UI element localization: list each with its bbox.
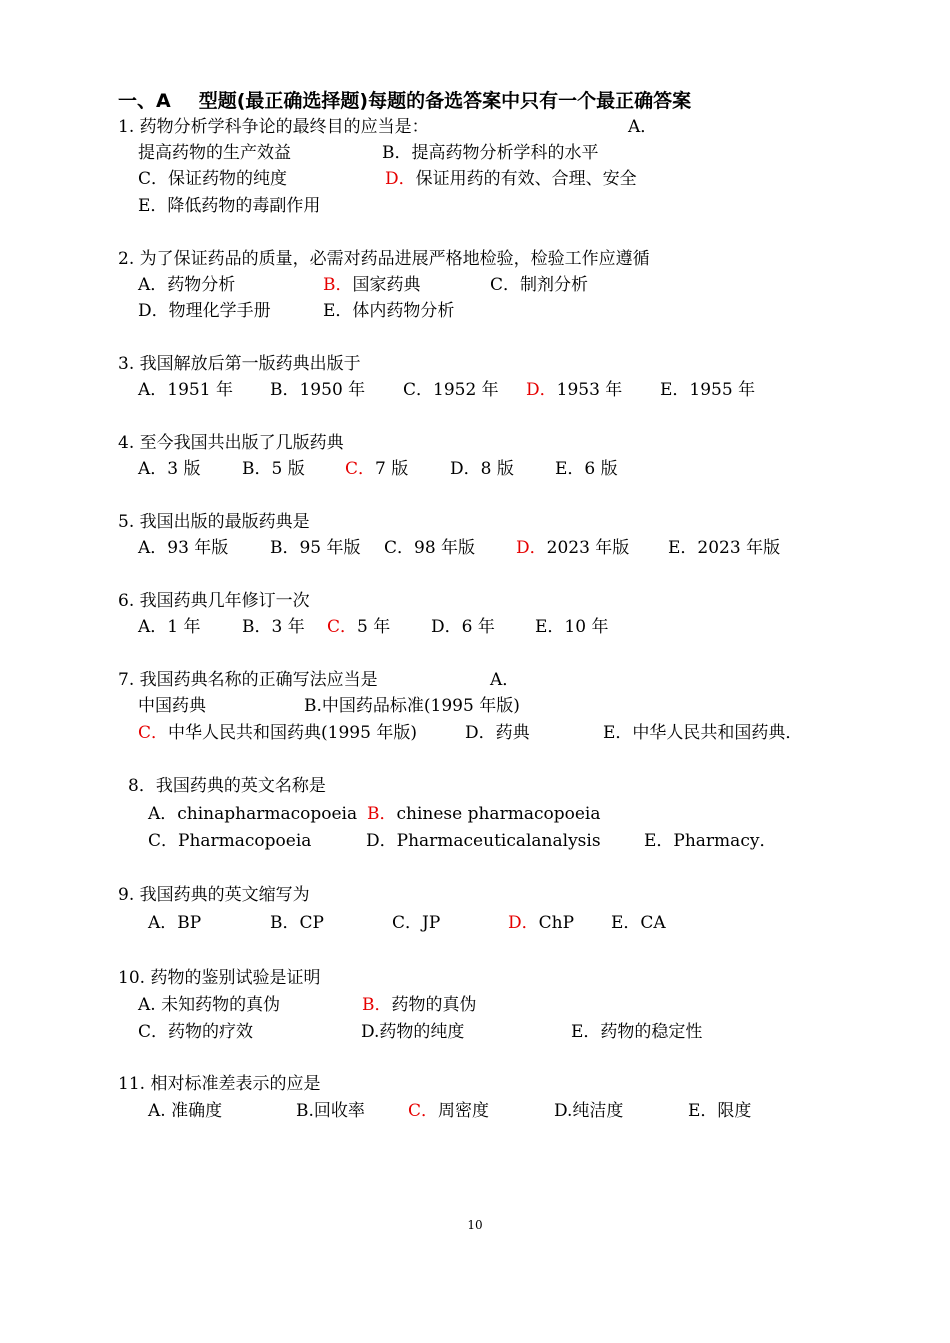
question-10-answer-letter: B． [362, 995, 392, 1015]
question-1-answer-letter: D． [385, 169, 416, 189]
question-1-stem-line [118, 116, 429, 138]
question-9-answer-letter: D． [508, 913, 539, 933]
question-9-option-e: E．CA [611, 913, 666, 933]
question-1-option-a-letter: A． [628, 117, 658, 137]
question-4-answer-letter: C． [345, 459, 376, 479]
question-2-option-d: D．物理化学手册 [138, 301, 271, 321]
question-7-option-c-text: 中华人民共和国药典(1995 年版) [168, 723, 417, 743]
question-10-option-e: E．药物的稳定性 [571, 1022, 703, 1042]
question-1-option-d [385, 168, 637, 190]
question-3-stem: 3. 我国解放后第一版药典出版于 [118, 354, 361, 374]
question-9-option-a: A．BP [148, 913, 202, 933]
question-7-option-b: B.中国药品标准(1995 年版) [304, 696, 520, 716]
question-3-option-e: E．1955 年 [660, 380, 756, 400]
question-2-option-b [323, 274, 421, 296]
question-1-option-e: E．降低药物的毒副作用 [138, 196, 321, 216]
question-1-option-d-text: 保证用药的有效、合理、安全 [415, 169, 637, 189]
question-4-option-c [345, 458, 408, 480]
question-10-option-a: A. 未知药物的真伪 [138, 995, 281, 1015]
question-2-option-b-text: 国家药典 [352, 275, 421, 295]
question-1-option-a-text: 提高药物的生产效益 [138, 143, 291, 163]
page-number: 10 [467, 1218, 483, 1232]
question-11-option-b: B.回收率 [296, 1101, 365, 1121]
question-1-option-b: B．提高药物分析学科的水平 [382, 143, 599, 163]
question-5-stem: 5. 我国出版的最版药典是 [118, 512, 310, 532]
question-9-option-d-text: ChP [538, 913, 575, 933]
question-5-option-b: B．95 年版 [270, 538, 361, 558]
question-6-answer-letter: C． [327, 617, 358, 637]
question-8-stem: 8．我国药典的英文名称是 [128, 776, 326, 796]
question-5-option-d-text: 2023 年版 [546, 538, 630, 558]
question-11-option-c-text: 周密度 [438, 1101, 490, 1121]
section-title [118, 86, 691, 113]
question-11-option-a: A. 准确度 [148, 1101, 223, 1121]
question-6-option-c [327, 616, 390, 638]
question-8-option-b [367, 803, 600, 825]
question-11-option-d: D.纯洁度 [554, 1101, 624, 1121]
question-6-option-e: E．10 年 [535, 617, 609, 637]
question-2-answer-letter: B． [323, 275, 353, 295]
question-2-option-a: A．药物分析 [138, 275, 236, 295]
question-5-option-a: A．93 年版 [138, 538, 229, 558]
question-7-option-e: E．中华人民共和国药典． [603, 723, 803, 743]
question-7-option-a-letter: A． [490, 670, 520, 690]
question-7-answer-letter: C． [138, 723, 169, 743]
question-2-stem: 2. 为了保证药品的质量，必需对药品进展严格地检验，检验工作应遵循 [118, 249, 650, 269]
question-8-option-e: E．Pharmacy． [644, 831, 777, 851]
question-5-answer-letter: D． [516, 538, 547, 558]
question-11-stem: 11. 相对标准差表示的应是 [118, 1074, 321, 1094]
question-4-option-e: E．6 版 [555, 459, 618, 479]
question-10-option-b-text: 药物的真伪 [391, 995, 477, 1015]
question-7-option-d: D．药典 [465, 723, 530, 743]
question-5-option-c: C．98 年版 [384, 538, 476, 558]
question-6-option-d: D．6 年 [431, 617, 495, 637]
question-8-option-d: D．Pharmaceuticalanalysis [366, 831, 601, 851]
question-10-stem: 10. 药物的鉴别试验是证明 [118, 968, 321, 988]
question-6-option-b: B．3 年 [242, 617, 305, 637]
question-4-option-a: A．3 版 [138, 459, 201, 479]
question-4-option-d: D．8 版 [450, 459, 514, 479]
question-4-stem: 4. 至今我国共出版了几版药典 [118, 433, 344, 453]
question-11-option-e: E．限度 [688, 1101, 752, 1121]
question-7-option-c [138, 722, 417, 744]
question-1-stem: 1. 药物分析学科争论的最终目的应当是： [118, 117, 429, 137]
question-3-answer-letter: D． [526, 380, 557, 400]
question-3-option-a: A．1951 年 [138, 380, 233, 400]
question-2-option-c: C．制剂分析 [490, 275, 589, 295]
question-7-option-a-text: 中国药典 [138, 696, 206, 716]
question-10-option-d: D.药物的纯度 [361, 1022, 465, 1042]
question-10-option-c: C．药物的疗效 [138, 1022, 254, 1042]
question-1-option-c: C．保证药物的纯度 [138, 169, 288, 189]
question-7-stem: 7. 我国药典名称的正确写法应当是 [118, 670, 378, 690]
question-8-option-b-text: chinese pharmacopoeia [396, 804, 601, 824]
question-9-stem: 9. 我国药典的英文缩写为 [118, 885, 310, 905]
question-10-option-b [362, 994, 477, 1016]
question-8-option-a: A．chinapharmacopoeia [148, 804, 358, 824]
question-2-option-e: E．体内药物分析 [323, 301, 455, 321]
question-9-option-c: C．JP [392, 913, 441, 933]
section-title-rest: 型题(最正确选择题)每题的备选答案中只有一个最正确答案 [198, 90, 692, 112]
question-8-answer-letter: B． [367, 804, 397, 824]
question-3-option-c: C．1952 年 [403, 380, 499, 400]
question-6-option-a: A．1 年 [138, 617, 201, 637]
question-6-option-c-text: 5 年 [357, 617, 391, 637]
question-6-stem: 6. 我国药典几年修订一次 [118, 591, 310, 611]
question-3-option-b: B．1950 年 [270, 380, 366, 400]
question-5-option-d [516, 537, 629, 559]
question-3-option-d-text: 1953 年 [556, 380, 623, 400]
question-11-answer-letter: C． [408, 1101, 439, 1121]
question-11-option-c [408, 1100, 489, 1122]
question-8-option-c: C．Pharmacopoeia [148, 831, 312, 851]
question-4-option-c-text: 7 版 [375, 459, 409, 479]
question-5-option-e: E．2023 年版 [668, 538, 781, 558]
question-9-option-d [508, 912, 574, 934]
question-9-option-b: B．CP [270, 913, 324, 933]
section-title-prefix: 一、A [118, 90, 171, 112]
question-4-option-b: B．5 版 [242, 459, 305, 479]
question-3-option-d [526, 379, 622, 401]
